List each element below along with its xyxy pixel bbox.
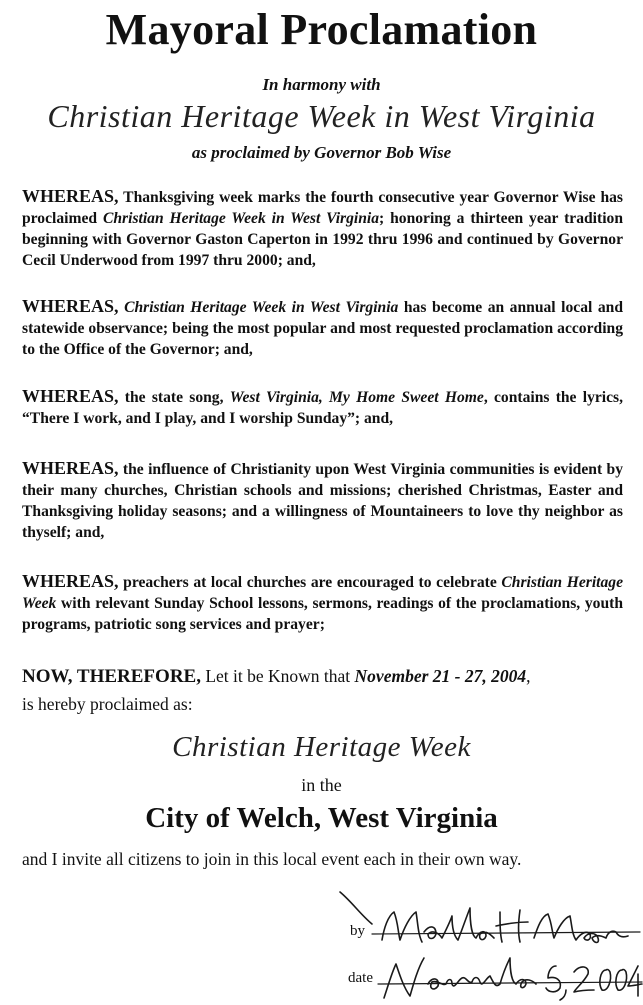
signature-by-label: by [350, 923, 365, 939]
heritage-week-heading: Christian Heritage Week in West Virginia [47, 98, 596, 134]
whereas-paragraph-3 [22, 386, 623, 429]
invitation-line: and I invite all citizens to join in this local event each in their own way. [22, 849, 522, 869]
paragraph-italic-text: Christian Heritage Week in West Virginia [124, 299, 399, 316]
resolution-comma: , [526, 666, 531, 686]
paragraph-text: Thanksgiving week marks the fourth consecutive year Governor Wise has proclaimed [22, 189, 623, 227]
now-therefore-lead: NOW, THEREFORE, [22, 666, 201, 687]
date-label: date [348, 970, 373, 986]
whereas-paragraph-1 [22, 186, 623, 271]
signature-scrawl [340, 892, 640, 943]
whereas-lead: WHEREAS, [22, 386, 119, 406]
page-title: Mayoral Proclamation [105, 5, 538, 54]
now-therefore-line [22, 665, 623, 688]
whereas-lead: WHEREAS, [22, 458, 119, 478]
paragraph-text: with relevant Sunday School lessons, sermons, readings of the proclamations, youth programs, patriotic song services and prayer; [22, 595, 623, 633]
whereas-lead: WHEREAS, [22, 571, 119, 591]
paragraph-text: preachers at local churches are encouraged to celebrate [118, 574, 502, 591]
whereas-paragraph-2 [22, 296, 623, 360]
paragraph-italic-text: Christian Heritage Week in West Virginia [102, 210, 380, 227]
proclaimed-as-line: is hereby proclaimed as: [22, 694, 193, 714]
whereas-paragraph-4 [22, 458, 623, 543]
harmony-subtitle: In harmony with [262, 75, 381, 94]
governor-line: as proclaimed by Governor Bob Wise [191, 143, 452, 162]
city-name: City of Welch, West Virginia [145, 802, 498, 834]
in-the-line: in the [301, 775, 342, 795]
paragraph-text: the state song, [118, 389, 230, 406]
paragraph-text: the influence of Christianity upon West Virginia communities is evident by their many churches, Christian schools and missions; cherished Christmas, Easter and Thanksgiving holiday seasons; and a willingness of Mountaineers to love thy neighbor as thyself; and, [22, 461, 623, 541]
paragraph-italic-text: West Virginia, My Home Sweet Home [229, 389, 484, 406]
whereas-paragraph-5 [22, 571, 623, 635]
paragraph-text: ; honoring a thirteen year tradition beginning with Governor Gaston Caperton in 1992 thru 1996 and continued by Governor Cecil Underwood from 1997 thru 2000; and, [22, 210, 623, 269]
event-dates: November 21 - 27, 2004 [354, 666, 527, 686]
heritage-week-title: Christian Heritage Week [172, 731, 471, 763]
whereas-lead: WHEREAS, [22, 296, 119, 316]
paragraph-italic-text: Christian Heritage Week [22, 574, 624, 612]
whereas-lead: WHEREAS, [22, 186, 119, 206]
date-scrawl [378, 958, 642, 1000]
paragraph-text: , contains the lyrics, “There I work, and I play, and I worship Sunday”; and, [22, 389, 624, 427]
resolution-text: Let it be Known that [200, 666, 355, 686]
paragraph-text: has become an annual local and statewide observance; being the most popular and most requested proclamation according to the Office of the Governor; and, [22, 299, 623, 358]
